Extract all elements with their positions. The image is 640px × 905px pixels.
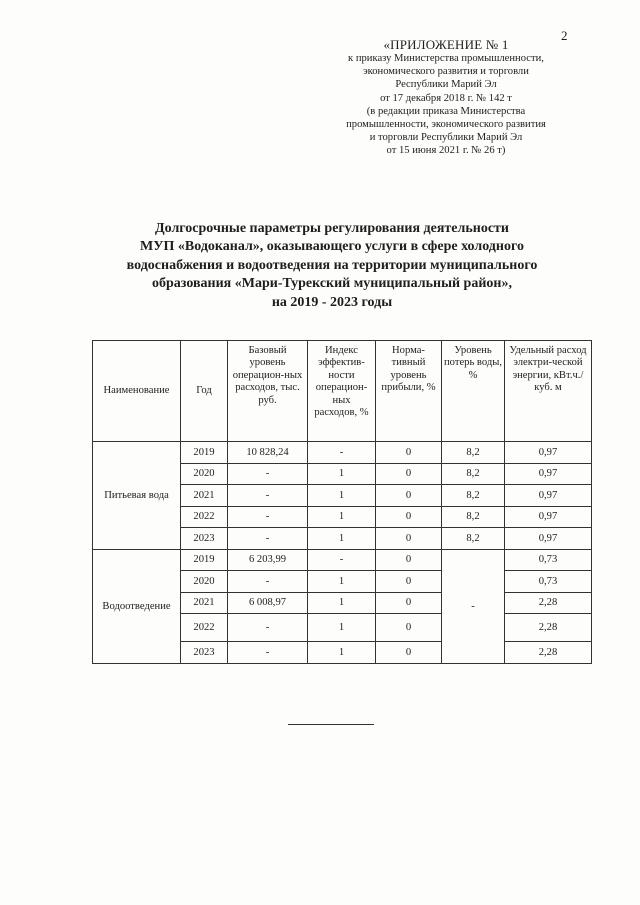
- title-line: на 2019 - 2023 годы: [271, 294, 393, 310]
- cell-energy: 2,28: [505, 614, 592, 642]
- cell-base: -: [228, 485, 308, 507]
- cell-year: 2020: [181, 571, 228, 593]
- cell-base: 6 203,99: [228, 549, 308, 571]
- appendix-line: Республики Марий Эл: [395, 79, 497, 91]
- cell-base: 6 008,97: [228, 592, 308, 614]
- cell-base: -: [228, 642, 308, 664]
- cell-year: 2022: [181, 614, 228, 642]
- cell-loss-merged: -: [442, 549, 505, 663]
- cell-energy: 0,97: [505, 485, 592, 507]
- cell-energy: 2,28: [505, 592, 592, 614]
- header-profit-level: Норма-тивный уровень прибыли, %: [376, 341, 442, 442]
- document-title: [92, 220, 572, 312]
- title-line: МУП «Водоканал», оказывающего услуги в сфере холодного: [140, 239, 524, 255]
- appendix-line: к приказу Министерства промышленности,: [348, 53, 544, 64]
- cell-index: -: [308, 442, 376, 464]
- title-line: Долгосрочные параметры регулирования деятельности: [155, 221, 509, 236]
- appendix-line: от 15 июня 2021 г. № 26 т): [386, 145, 506, 157]
- appendix-line: и торговли Республики Марий Эл: [369, 132, 523, 144]
- cell-index: 1: [308, 571, 376, 593]
- cell-index: 1: [308, 642, 376, 664]
- parameters-table: [92, 340, 592, 664]
- cell-profit: 0: [376, 592, 442, 614]
- group-name-drinking-water: Питьевая вода: [93, 442, 181, 550]
- appendix-block: [318, 37, 574, 158]
- cell-energy: 0,97: [505, 528, 592, 550]
- header-efficiency-index: Индекс эффектив-ности операцион-ных расходов, %: [308, 341, 376, 442]
- cell-profit: 0: [376, 528, 442, 550]
- table-row: [93, 549, 592, 571]
- cell-year: 2023: [181, 642, 228, 664]
- cell-index: 1: [308, 485, 376, 507]
- cell-year: 2021: [181, 592, 228, 614]
- cell-profit: 0: [376, 571, 442, 593]
- appendix-line: промышленности, экономического развития: [346, 119, 546, 131]
- cell-base: -: [228, 506, 308, 528]
- table-row: [93, 442, 592, 464]
- cell-energy: 2,28: [505, 642, 592, 664]
- cell-index: 1: [308, 528, 376, 550]
- cell-profit: 0: [376, 485, 442, 507]
- cell-year: 2022: [181, 506, 228, 528]
- header-year: Год: [181, 341, 228, 442]
- cell-loss: 8,2: [442, 463, 505, 485]
- cell-year: 2021: [181, 485, 228, 507]
- appendix-line: экономического развития и торговли: [363, 66, 529, 78]
- cell-loss: 8,2: [442, 528, 505, 550]
- cell-index: 1: [308, 614, 376, 642]
- page-number: 2: [561, 28, 568, 43]
- title-line: водоснабжения и водоотведения на территории муниципального: [126, 257, 538, 273]
- header-name: Наименование: [93, 341, 181, 442]
- table-header-row: [93, 341, 592, 442]
- cell-index: 1: [308, 592, 376, 614]
- cell-energy: 0,97: [505, 463, 592, 485]
- group-name-wastewater: Водоотведение: [93, 549, 181, 663]
- title-line: образования «Мари-Турекский муниципальный район»,: [152, 276, 512, 292]
- cell-base: -: [228, 614, 308, 642]
- cell-year: 2019: [181, 442, 228, 464]
- cell-base: -: [228, 528, 308, 550]
- end-divider: [288, 724, 374, 725]
- cell-loss: 8,2: [442, 442, 505, 464]
- cell-index: 1: [308, 463, 376, 485]
- cell-profit: 0: [376, 463, 442, 485]
- cell-index: -: [308, 549, 376, 571]
- cell-profit: 0: [376, 549, 442, 571]
- cell-loss: 8,2: [442, 506, 505, 528]
- cell-year: 2020: [181, 463, 228, 485]
- cell-energy: 0,73: [505, 571, 592, 593]
- cell-energy: 0,73: [505, 549, 592, 571]
- cell-base: 10 828,24: [228, 442, 308, 464]
- cell-profit: 0: [376, 614, 442, 642]
- appendix-line: от 17 декабря 2018 г. № 142 т: [380, 92, 512, 104]
- header-energy-use: Удельный расход электри-ческой энергии, кВт.ч./куб. м: [505, 341, 592, 442]
- appendix-line: (в редакции приказа Министерства: [366, 105, 526, 117]
- header-water-loss: Уровень потерь воды, %: [442, 341, 505, 442]
- cell-index: 1: [308, 506, 376, 528]
- cell-year: 2023: [181, 528, 228, 550]
- cell-year: 2019: [181, 549, 228, 571]
- cell-energy: 0,97: [505, 506, 592, 528]
- cell-base: -: [228, 571, 308, 593]
- cell-profit: 0: [376, 506, 442, 528]
- cell-base: -: [228, 463, 308, 485]
- header-base-opex: Базовый уровень операцион-ных расходов, тыс. руб.: [228, 341, 308, 442]
- cell-profit: 0: [376, 442, 442, 464]
- cell-loss: 8,2: [442, 485, 505, 507]
- appendix-heading: «ПРИЛОЖЕНИЕ № 1: [383, 37, 509, 52]
- cell-energy: 0,97: [505, 442, 592, 464]
- cell-profit: 0: [376, 642, 442, 664]
